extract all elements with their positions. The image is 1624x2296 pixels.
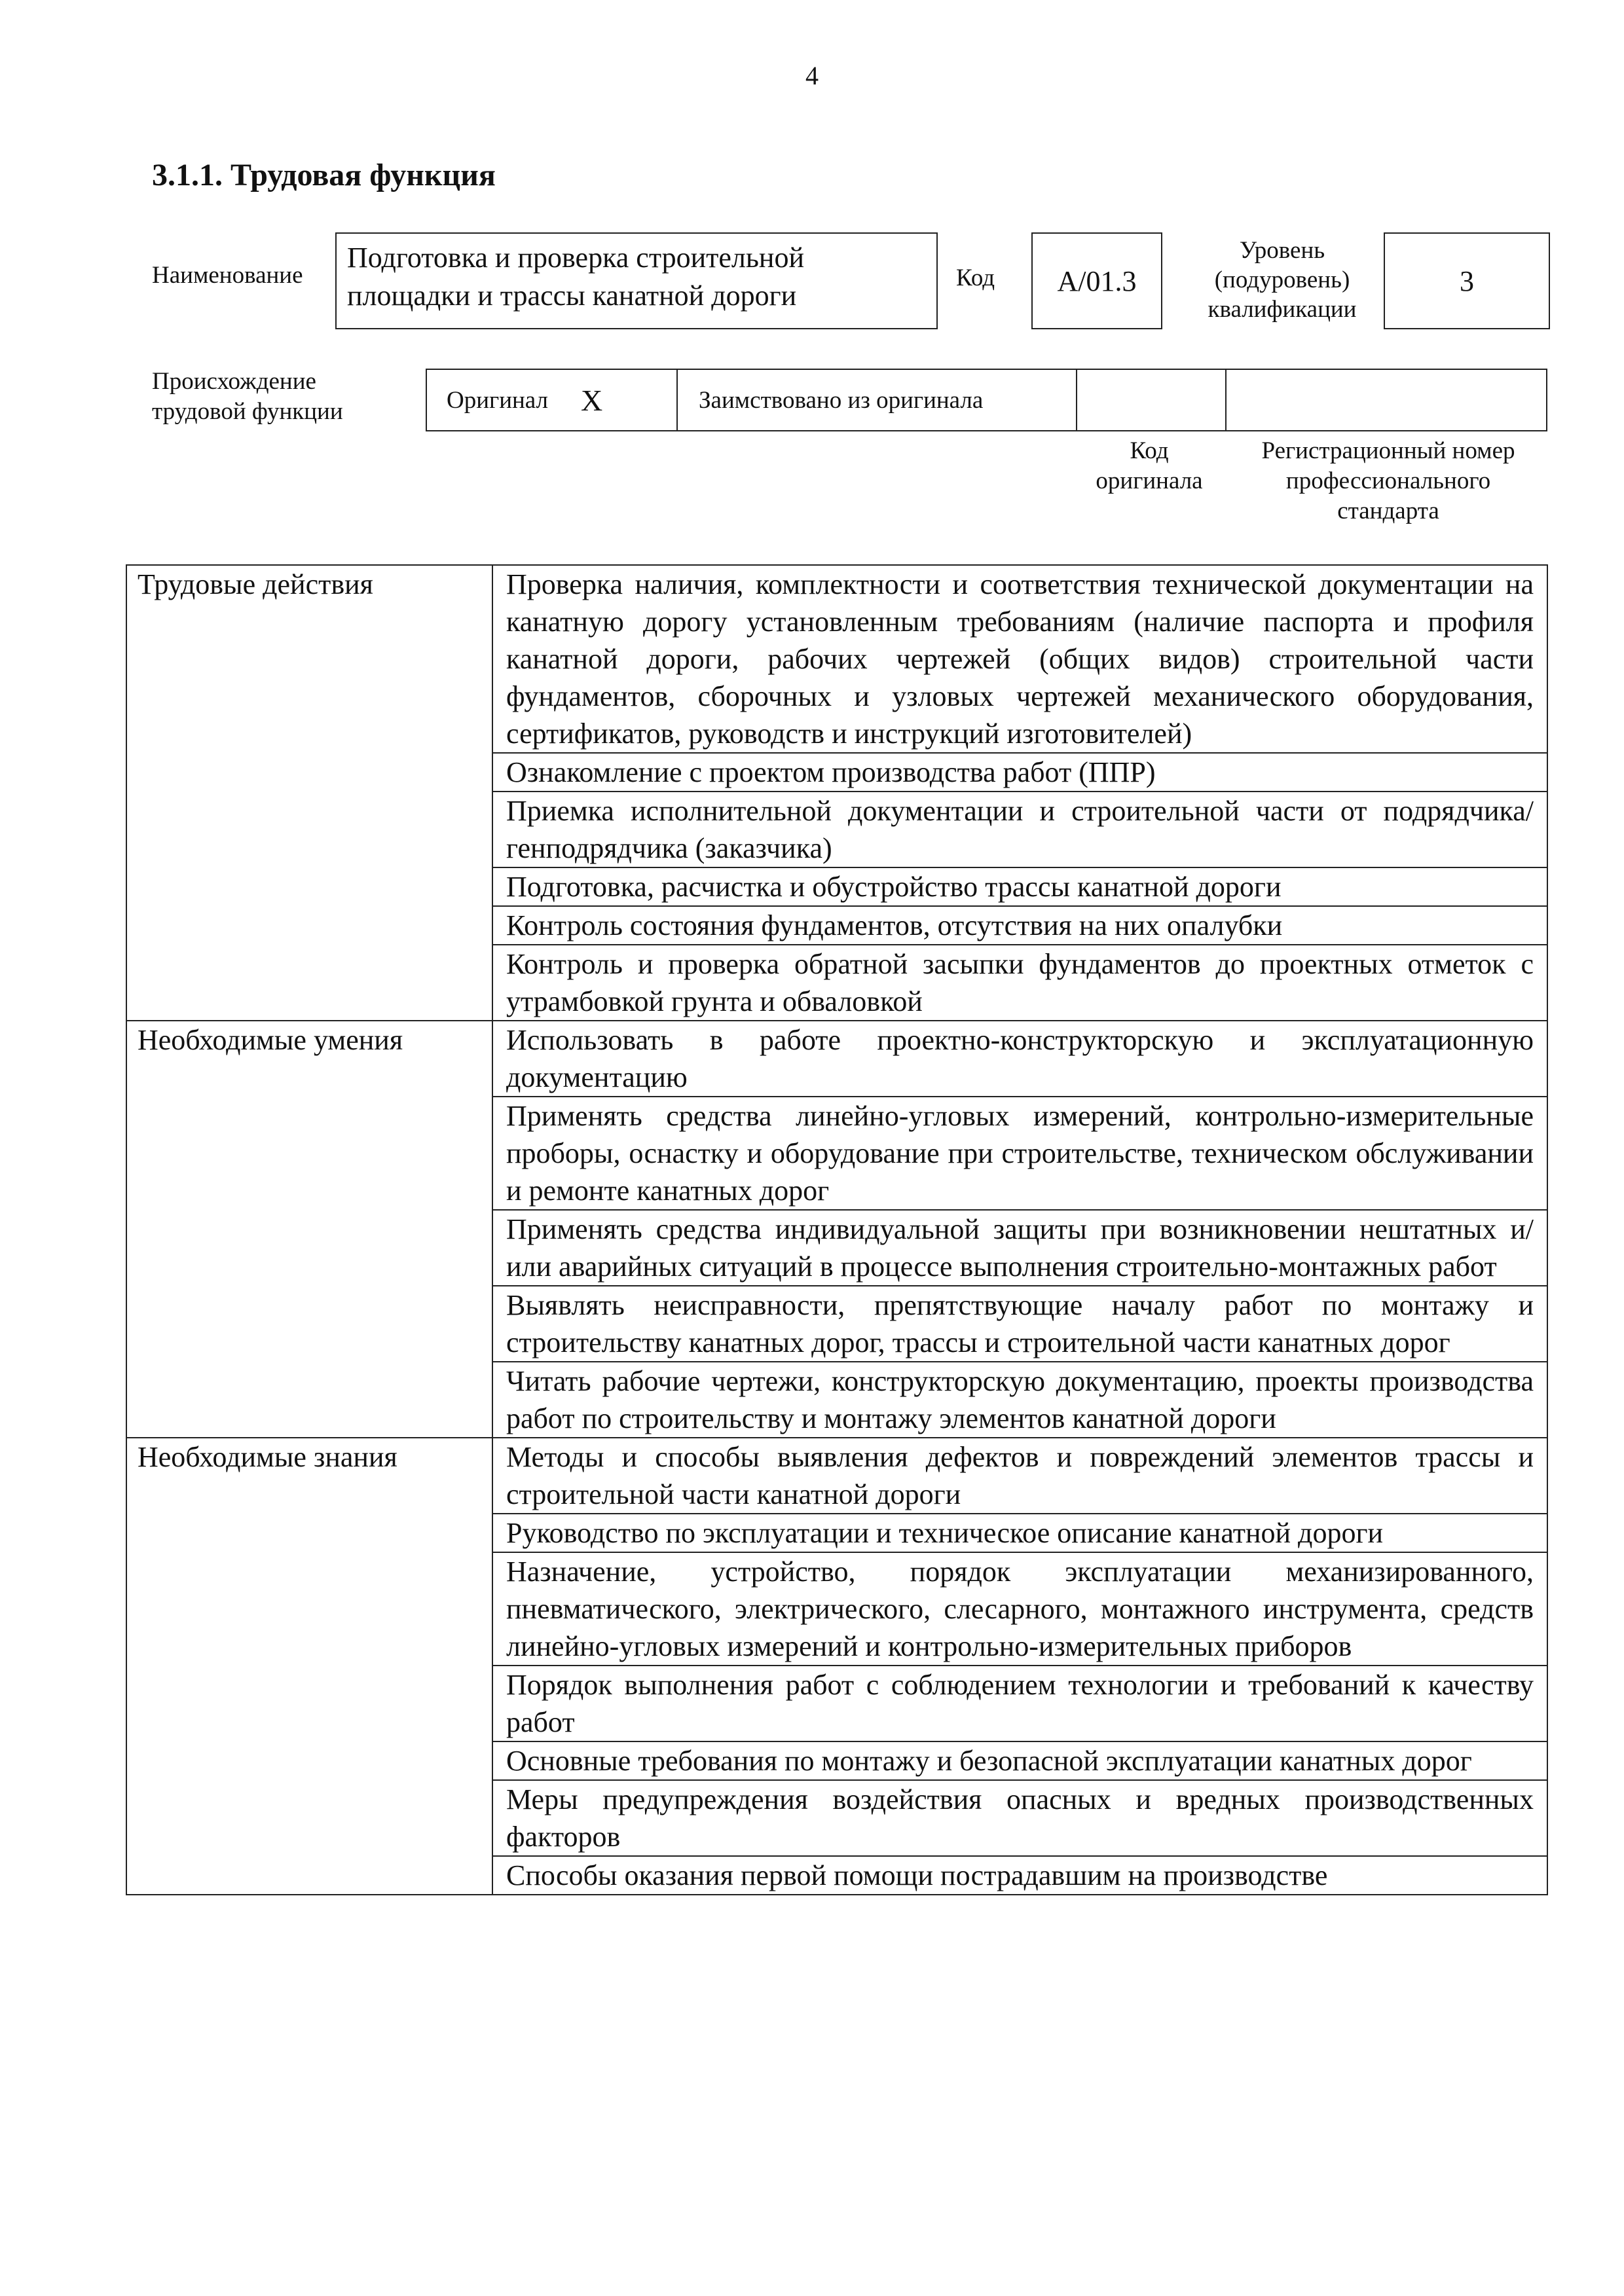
- table-cell: Применять средства индивидуальной защиты при возникновении нештатных и/или аварийных ситуаций в процессе выполнения строительно-монтажных работ: [492, 1210, 1547, 1286]
- table-row: [126, 565, 1547, 753]
- knowledge-label: Необходимые знания: [126, 1438, 492, 1895]
- origin-original-label: Оригинал: [447, 386, 549, 414]
- origin-reg-caption-line-1: Регистрационный номер: [1261, 437, 1515, 464]
- table-cell: Использовать в работе проектно-конструкторскую и эксплуатационную документацию: [492, 1021, 1547, 1097]
- origin-reg-caption-line-3: стандарта: [1337, 498, 1439, 524]
- level-label-line-3: квалификации: [1208, 296, 1357, 323]
- table-cell: Приемка исполнительной документации и строительной части от подрядчика/генподрядчика (заказчика): [492, 792, 1547, 867]
- origin-code-caption: [1074, 436, 1225, 496]
- table-cell: Назначение, устройство, порядок эксплуатации механизированного, пневматического, электрического, слесарного, монтажного инструмента, средств линейно-угловых измерений и контрольно-измерительных приборов: [492, 1552, 1547, 1666]
- skills-label: Необходимые умения: [126, 1021, 492, 1438]
- table-cell: Методы и способы выявления дефектов и повреждений элементов трассы и строительной части канатной дороги: [492, 1438, 1547, 1514]
- table-cell: Руководство по эксплуатации и техническое описание канатной дороги: [492, 1514, 1547, 1552]
- level-value-box: [1384, 232, 1550, 329]
- table-cell: Основные требования по монтажу и безопасной эксплуатации канатных дорог: [492, 1741, 1547, 1780]
- section-title: 3.1.1. Трудовая функция: [152, 158, 496, 192]
- code-value-box: [1031, 232, 1162, 329]
- level-label-line-2: (подуровень): [1214, 266, 1350, 293]
- table-cell: Ознакомление с проектом производства работ (ППР): [492, 753, 1547, 792]
- table-cell: Подготовка, расчистка и обустройство трассы канатной дороги: [492, 867, 1547, 906]
- origin-reg-number-cell: [1225, 369, 1547, 431]
- origin-label-line-2: трудовой функции: [152, 398, 343, 425]
- table-cell: Контроль состояния фундаментов, отсутствия на них опалубки: [492, 906, 1547, 945]
- origin-code-caption-line-1: Код: [1130, 437, 1169, 464]
- origin-row: [427, 369, 1550, 431]
- origin-original-cell: [426, 369, 678, 431]
- labor-actions-label: Трудовые действия: [126, 565, 492, 1021]
- table-cell: Читать рабочие чертежи, конструкторскую документацию, проекты производства работ по строительству и монтажу элементов канатной дороги: [492, 1362, 1547, 1438]
- origin-borrowed-cell: [676, 369, 1077, 431]
- origin-reg-caption: [1225, 436, 1552, 526]
- table-row: [126, 1438, 1547, 1514]
- origin-original-mark: X: [581, 383, 603, 417]
- level-label-line-1: Уровень: [1239, 237, 1325, 264]
- level-value: 3: [1460, 264, 1474, 297]
- table-cell: Проверка наличия, комплектности и соответствия технической документации на канатную дорогу установленным требованиям (наличие паспорта и профиля канатной дороги, рабочих чертежей (общих видов) строительной части фундаментов, сборочных и узловых чертежей механического оборудования, сертификатов, руководств и инструкций изготовителей): [492, 565, 1547, 753]
- table-cell: Применять средства линейно-угловых измерений, контрольно-измерительные проборы, оснастку и оборудование при строительстве, техническом обслуживании и ремонте канатных дорог: [492, 1097, 1547, 1210]
- table-cell: Способы оказания первой помощи пострадавшим на производстве: [492, 1856, 1547, 1895]
- code-value: A/01.3: [1057, 264, 1137, 297]
- page-number: 4: [805, 61, 819, 90]
- origin-borrowed-label: Заимствовано из оригинала: [699, 386, 984, 414]
- table-cell: Меры предупреждения воздействия опасных и вредных производственных факторов: [492, 1780, 1547, 1856]
- name-value-box: Подготовка и проверка строительной площадки и трассы канатной дороги: [335, 232, 938, 329]
- level-label: [1184, 236, 1380, 324]
- origin-code-cell: [1076, 369, 1227, 431]
- origin-code-caption-line-2: оригинала: [1096, 467, 1203, 494]
- function-table: [126, 564, 1548, 1895]
- table-row: [126, 1021, 1547, 1097]
- name-label: Наименование: [152, 262, 303, 289]
- table-cell: Выявлять неисправности, препятствующие началу работ по монтажу и строительству канатных дорог, трассы и строительной части канатных дорог: [492, 1286, 1547, 1362]
- table-cell: Контроль и проверка обратной засыпки фундаментов до проектных отметок с утрамбовкой грунта и обваловкой: [492, 945, 1547, 1021]
- origin-reg-caption-line-2: профессионального: [1285, 467, 1491, 494]
- table-cell: Порядок выполнения работ с соблюдением технологии и требований к качеству работ: [492, 1666, 1547, 1741]
- origin-label-line-1: Происхождение: [152, 368, 316, 395]
- origin-label: [152, 367, 343, 427]
- code-label: Код: [956, 264, 995, 291]
